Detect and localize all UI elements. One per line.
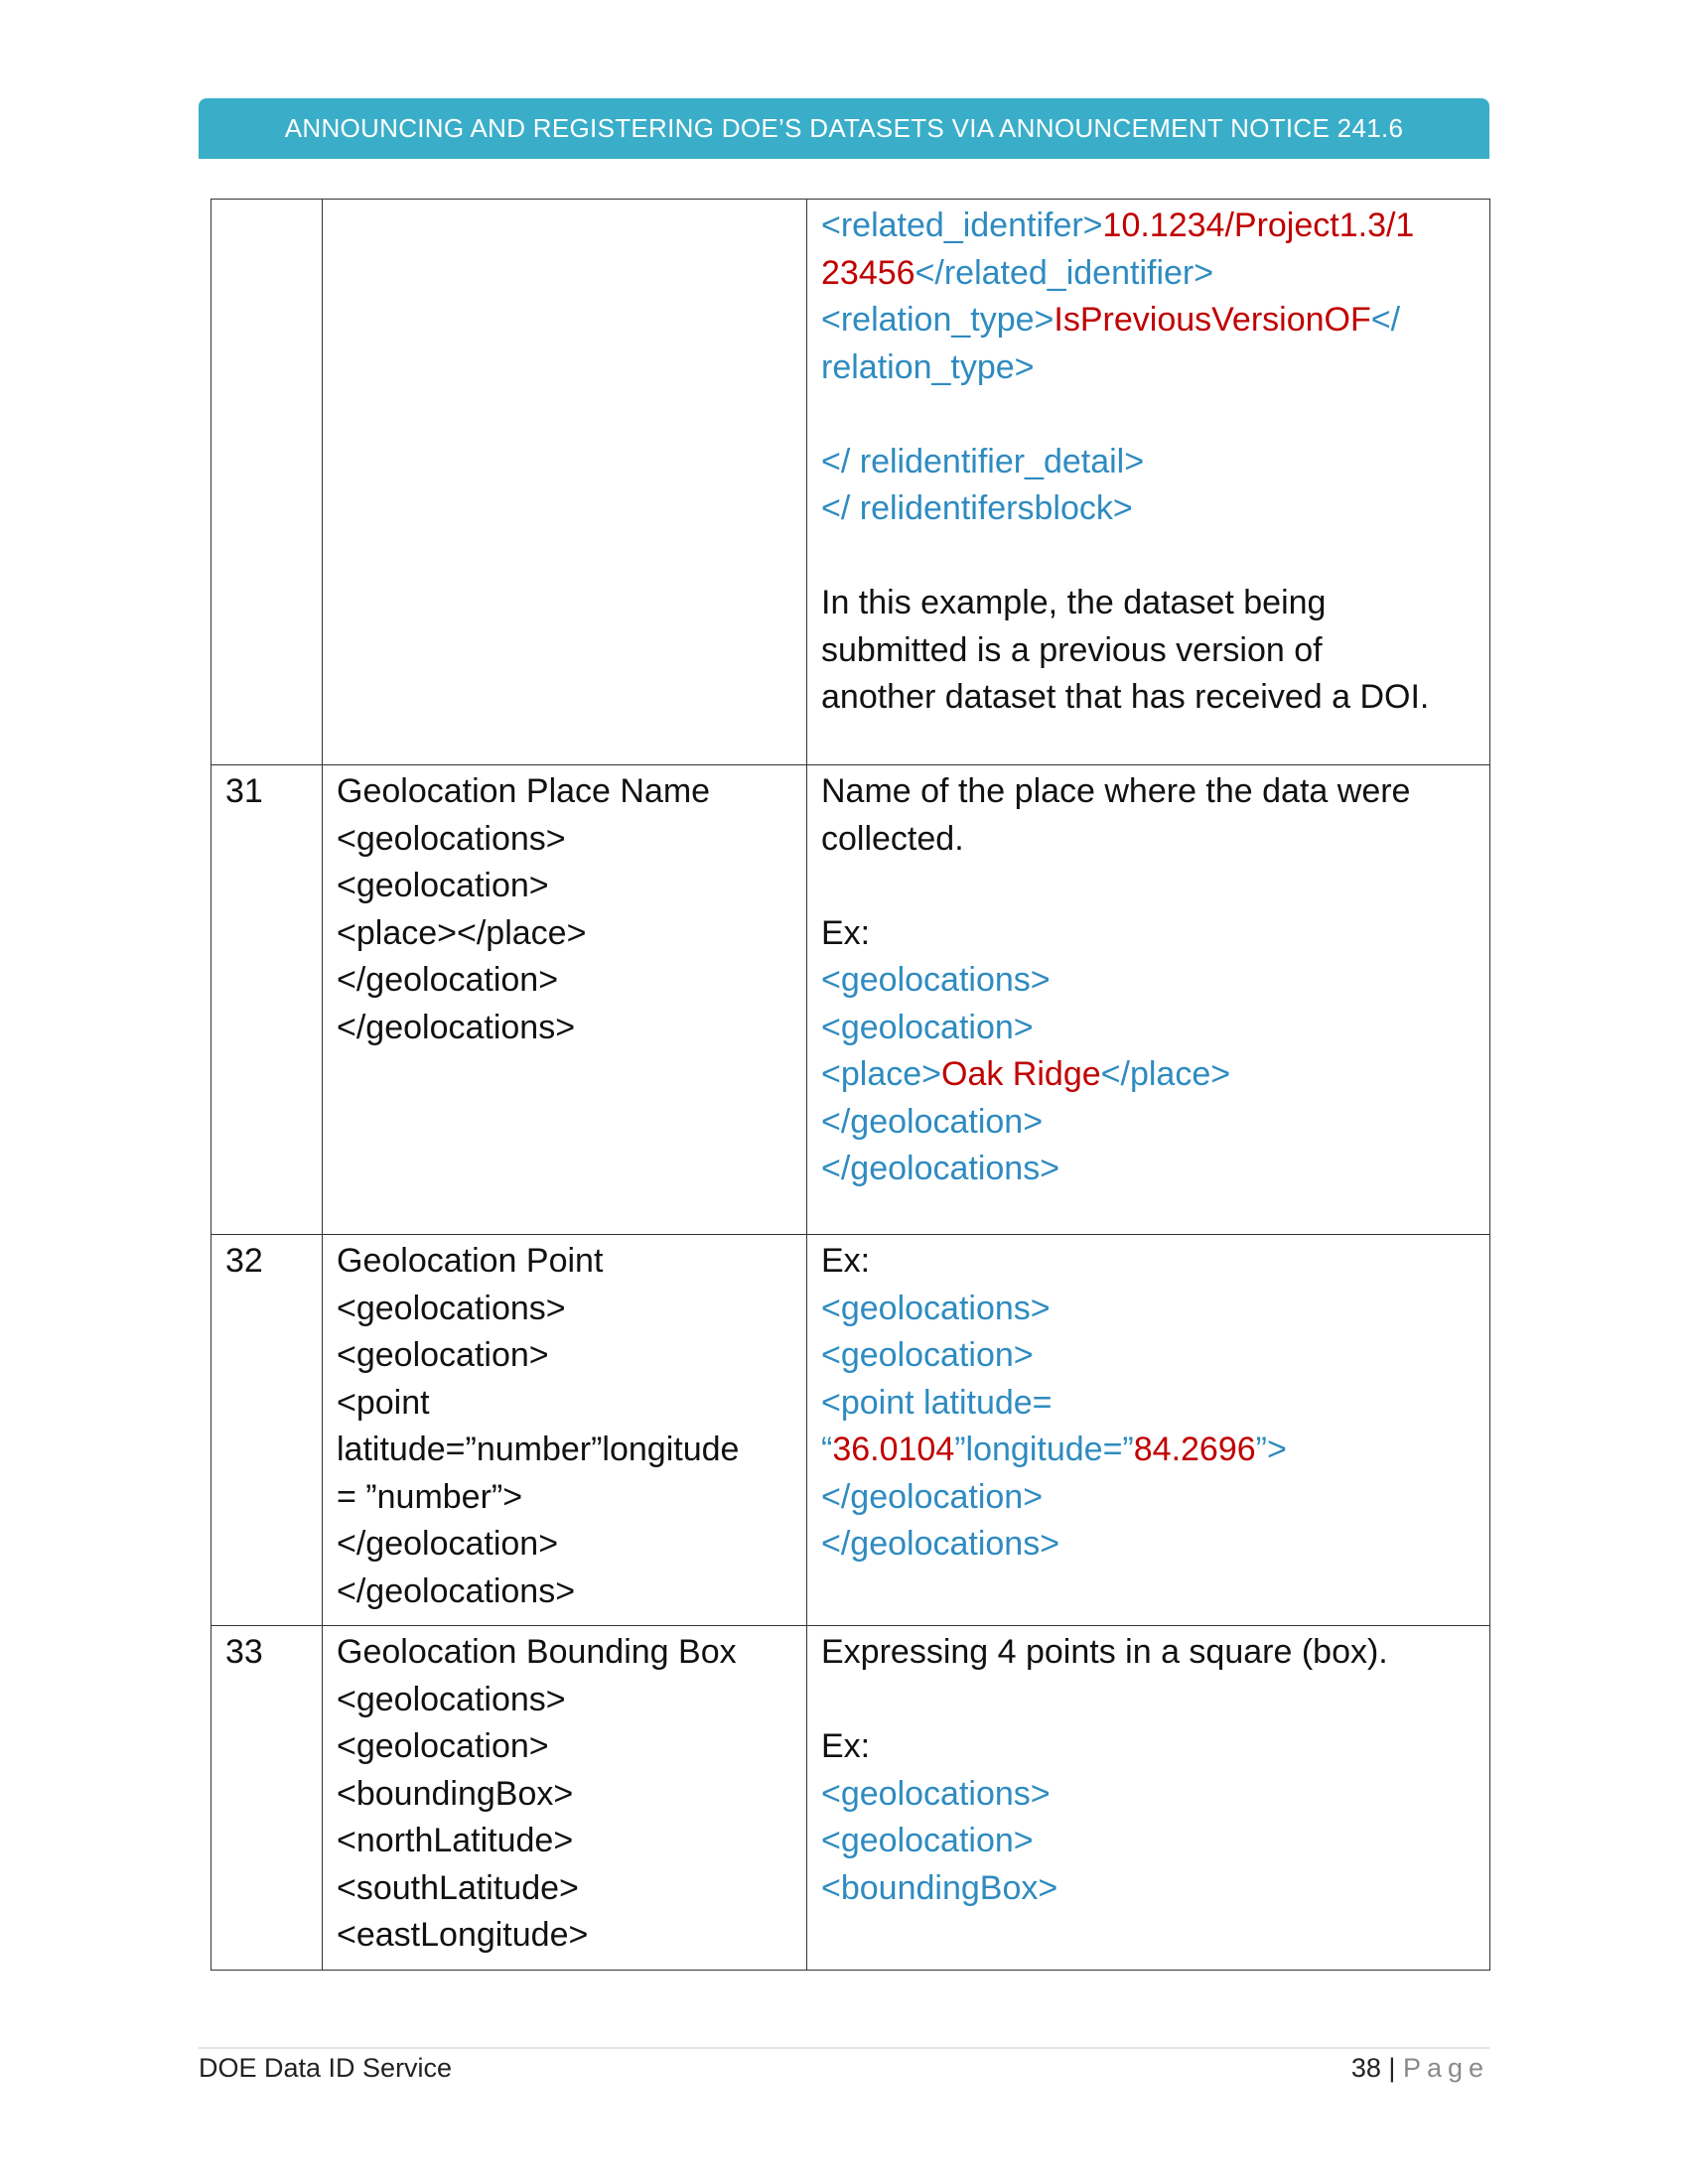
- xml-tag-text: <boundingBox>: [821, 1868, 1058, 1907]
- description-line: [821, 627, 1476, 675]
- xml-tag-text: <relation_type>: [821, 301, 1055, 339]
- table-row: [211, 1626, 1490, 1971]
- xml-tag-text: </place>: [1100, 1055, 1231, 1093]
- row-number: 32: [225, 1242, 263, 1280]
- description-cell: [807, 1235, 1490, 1626]
- description-line: [821, 863, 1476, 910]
- xml-value-text: IsPreviousVersionOF: [1054, 301, 1371, 339]
- row-number-cell: [211, 200, 323, 765]
- row-number-cell: [211, 1626, 323, 1971]
- field-line: latitude=”number”longitude: [337, 1431, 740, 1468]
- field-line: </geolocations>: [337, 1571, 576, 1610]
- metadata-table-body: [211, 200, 1490, 1971]
- field-line: Geolocation Place Name: [337, 772, 711, 810]
- page-separator: |: [1388, 2053, 1396, 2083]
- description-line: [821, 1723, 1476, 1771]
- metadata-table: [211, 199, 1490, 1971]
- description-line: [821, 485, 1476, 533]
- field-line: = ”number”>: [337, 1477, 523, 1516]
- description-cell: [807, 200, 1490, 765]
- description-line: [821, 816, 1476, 864]
- xml-value-text: 84.2696: [1133, 1431, 1256, 1468]
- xml-tag-text: </geolocations>: [821, 1150, 1060, 1187]
- description-line: [821, 1332, 1476, 1380]
- table-row: [211, 765, 1490, 1235]
- field-line: <place></place>: [337, 913, 587, 952]
- row-number-cell: [211, 1235, 323, 1626]
- xml-tag-text: “: [821, 1431, 833, 1468]
- description-line: [821, 439, 1476, 486]
- table-row: [211, 200, 1490, 765]
- field-name-cell: [323, 200, 807, 765]
- description-line: [821, 1286, 1476, 1333]
- xml-tag-text: </ relidentifier_detail>: [821, 442, 1145, 480]
- description-line: [821, 1521, 1476, 1569]
- field-name-cell: [323, 1626, 807, 1971]
- description-line: [821, 1818, 1476, 1865]
- xml-tag-text: <geolocation>: [821, 1336, 1034, 1374]
- header-title: ANNOUNCING AND REGISTERING DOE’S DATASETS VIA ANNOUNCEMENT NOTICE 241.6: [284, 113, 1404, 143]
- footer-page-info: [1351, 2053, 1489, 2084]
- xml-value-text: Oak Ridge: [941, 1055, 1101, 1093]
- description-line: [821, 1629, 1476, 1677]
- description-text: Ex:: [821, 1727, 871, 1765]
- description-line: [821, 1427, 1476, 1474]
- description-line: [821, 1771, 1476, 1819]
- page-label: Page: [1402, 2053, 1489, 2083]
- xml-tag-text: </related_identifier>: [914, 253, 1214, 292]
- description-text: In this example, the dataset being: [821, 584, 1327, 621]
- footer-service-name: DOE Data ID Service: [199, 2053, 453, 2083]
- description-cell: [807, 1626, 1490, 1971]
- description-text: collected.: [821, 819, 964, 858]
- field-line: Geolocation Point: [337, 1242, 604, 1280]
- document-header: [199, 98, 1489, 159]
- field-line: <point: [337, 1383, 430, 1422]
- description-line: [821, 580, 1476, 627]
- row-number: 31: [225, 772, 263, 810]
- row-number: 33: [225, 1633, 263, 1671]
- xml-tag-text: <geolocation>: [821, 1822, 1034, 1859]
- description-text: Ex:: [821, 913, 871, 952]
- xml-tag-text: <point latitude=: [821, 1383, 1053, 1422]
- page-number: 38: [1350, 2053, 1381, 2083]
- xml-value-text: 10.1234/Project1.3/1: [1102, 206, 1415, 244]
- description-line: [821, 1380, 1476, 1428]
- xml-tag-text: <place>: [821, 1055, 941, 1093]
- field-line: <eastLongitude>: [337, 1916, 589, 1954]
- description-line: [821, 1146, 1476, 1193]
- description-line: [821, 1099, 1476, 1147]
- description-text: Ex:: [821, 1242, 871, 1280]
- xml-tag-text: </geolocations>: [821, 1525, 1060, 1563]
- table-row: [211, 1235, 1490, 1626]
- description-cell: [807, 765, 1490, 1235]
- description-line: [821, 1865, 1476, 1913]
- description-line: [821, 1677, 1476, 1724]
- footer-divider: [199, 2047, 1489, 2049]
- description-line: [821, 1005, 1476, 1052]
- xml-tag-text: <related_identifer>: [821, 206, 1103, 244]
- xml-tag-text: </: [1370, 301, 1401, 339]
- xml-tag-text: </geolocation>: [821, 1477, 1044, 1516]
- xml-tag-text: </ relidentifersblock>: [821, 489, 1133, 527]
- xml-tag-text: <geolocations>: [821, 1774, 1051, 1813]
- description-text: Expressing 4 points in a square (box).: [821, 1633, 1388, 1671]
- field-line: <geolocations>: [337, 819, 566, 858]
- xml-tag-text: <geolocation>: [821, 1008, 1034, 1046]
- xml-tag-text: ”longitude=”: [954, 1431, 1134, 1468]
- description-line: [821, 768, 1476, 816]
- xml-tag-text: <geolocations>: [821, 961, 1051, 999]
- field-line: </geolocations>: [337, 1008, 576, 1046]
- field-line: <geolocation>: [337, 1727, 549, 1765]
- description-text: Name of the place where the data were: [821, 772, 1411, 810]
- description-line: [821, 344, 1476, 392]
- description-line: [821, 910, 1476, 958]
- description-text: another dataset that has received a DOI.: [821, 678, 1430, 716]
- description-line: [821, 1051, 1476, 1099]
- xml-value-text: 23456: [821, 253, 915, 292]
- field-line: </geolocation>: [337, 961, 559, 999]
- description-line: [821, 1238, 1476, 1286]
- field-line: <geolocations>: [337, 1289, 566, 1327]
- field-line: <geolocation>: [337, 1336, 549, 1374]
- xml-tag-text: ”>: [1255, 1431, 1287, 1468]
- description-text: submitted is a previous version of: [821, 630, 1323, 669]
- description-line: [821, 957, 1476, 1005]
- description-line: [821, 297, 1476, 344]
- field-name-cell: [323, 1235, 807, 1626]
- xml-value-text: 36.0104: [832, 1431, 955, 1468]
- description-line: [821, 391, 1476, 439]
- description-line: [821, 203, 1476, 250]
- description-line: [821, 674, 1476, 722]
- xml-tag-text: relation_type>: [821, 347, 1035, 386]
- field-line: <geolocations>: [337, 1680, 566, 1718]
- xml-tag-text: <geolocations>: [821, 1289, 1051, 1327]
- field-name-cell: [323, 765, 807, 1235]
- row-number-cell: [211, 765, 323, 1235]
- field-line: <geolocation>: [337, 867, 549, 904]
- field-line: <southLatitude>: [337, 1868, 579, 1907]
- field-line: </geolocation>: [337, 1525, 559, 1563]
- description-line: [821, 250, 1476, 298]
- field-line: <boundingBox>: [337, 1774, 574, 1813]
- description-line: [821, 533, 1476, 581]
- field-line: <northLatitude>: [337, 1822, 574, 1859]
- xml-tag-text: </geolocation>: [821, 1102, 1044, 1141]
- description-line: [821, 1474, 1476, 1522]
- field-line: Geolocation Bounding Box: [337, 1633, 737, 1671]
